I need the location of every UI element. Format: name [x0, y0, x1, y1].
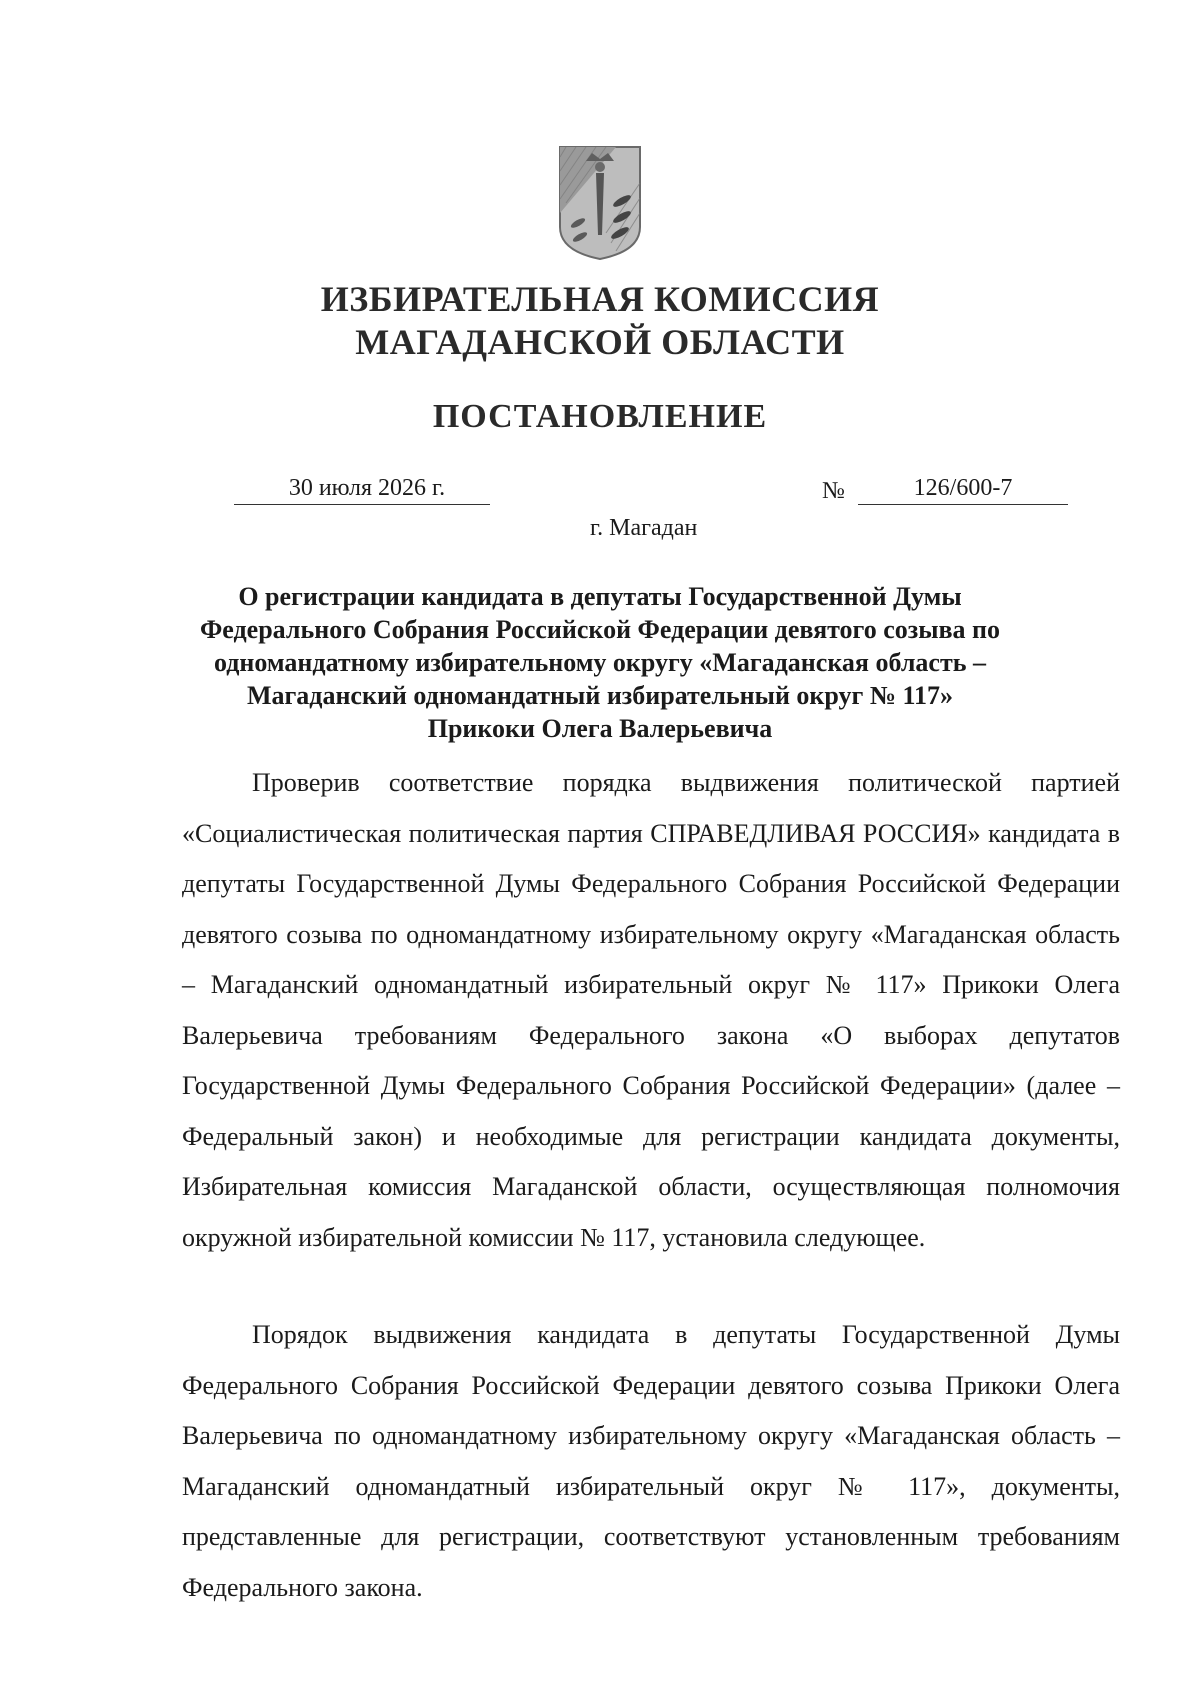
document-number-label: № — [822, 478, 845, 504]
magadan-region-coat-of-arms-icon — [556, 143, 644, 261]
document-type-title: ПОСТАНОВЛЕНИЕ — [432, 398, 768, 435]
document-subject — [150, 580, 1050, 745]
body-paragraph-2 — [182, 1310, 1120, 1613]
org-title-line2: МАГАДАНСКОЙ ОБЛАСТИ — [355, 322, 845, 362]
subject-line: Магаданский одномандатный избирательный округ № 117» — [246, 681, 954, 710]
org-title-line1: ИЗБИРАТЕЛЬНАЯ КОМИССИЯ — [320, 279, 880, 319]
subject-line: Прикоки Олега Валерьевича — [427, 714, 773, 743]
paragraph-text: Порядок выдвижения кандидата в депутаты Государственной Думы Федерального Собрания Российской Федерации девятого созыва Прикоки Олега Валерьевича по одномандатному избирательному округу «Магаданская область – Магаданский одномандатный избирательный округ № 117», документы, представленные для регистрации, соответствуют установленным требованиям Федерального закона. — [182, 1320, 1120, 1602]
subject-line: одномандатному избирательному округу «Магаданская область – — [214, 648, 986, 677]
document-city: г. Магадан — [590, 515, 698, 541]
subject-line: О регистрации кандидата в депутаты Государственной Думы — [238, 582, 962, 611]
subject-line: Федерального Собрания Российской Федерации девятого созыва по — [199, 615, 1001, 644]
document-date: 30 июля 2026 г. — [234, 472, 490, 505]
paragraph-text: Проверив соответствие порядка выдвижения политической партией «Социалистическая политическая партия СПРАВЕДЛИВАЯ РОССИЯ» кандидата в депутаты Государственной Думы Федерального Собрания Российской Федерации девятого созыва по одномандатному избирательному округу «Магаданская область – Магаданский одномандатный избирательный округ № 117» Прикоки Олега Валерьевича требованиям Федерального закона «О выборах депутатов Государственной Думы Федерального Собрания Российской Федерации» (далее – Федеральный закон) и необходимые для регистрации кандидата документы, Избирательная комиссия Магаданской области, осуществляющая полномочия окружной избирательной комиссии № 117, установила следующее. — [182, 768, 1120, 1252]
document-number: 126/600-7 — [858, 472, 1068, 505]
body-paragraph-1 — [182, 758, 1120, 1263]
